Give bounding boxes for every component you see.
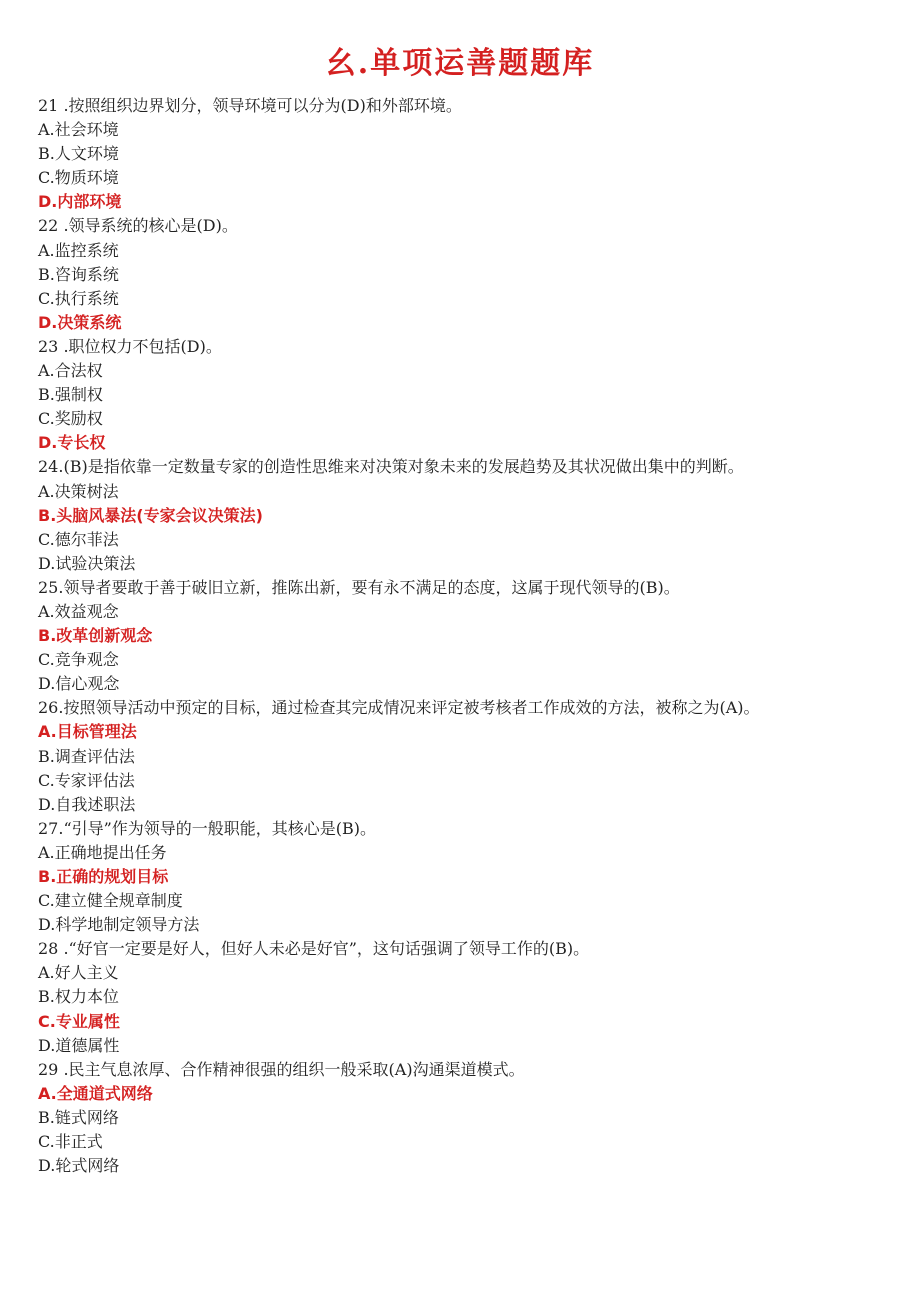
- question-block: [38, 1058, 908, 1178]
- answer-option: C.物质环境: [38, 168, 119, 188]
- answer-option: D.科学地制定领导方法: [38, 915, 200, 935]
- answer-option: B.链式网络: [38, 1107, 119, 1127]
- answer-option: C.执行系统: [38, 288, 119, 308]
- question-stem: 23 .职位权力不包括(D)。: [38, 336, 222, 356]
- page-title: 幺.单项运善题题库: [325, 46, 595, 81]
- question-stem: 24.(B)是指依靠一定数量专家的创造性思维来对决策对象未来的发展趋势及其状况做出集中的判断。: [38, 457, 744, 477]
- answer-option-correct: B.正确的规划目标: [38, 867, 169, 886]
- question-list: [38, 94, 908, 1178]
- answer-option: D.试验决策法: [38, 553, 136, 573]
- answer-option: C.非正式: [38, 1132, 103, 1152]
- question-stem: 27.“引导”作为领导的一般职能，其核心是(B)。: [38, 818, 377, 838]
- question-block: [38, 937, 908, 1057]
- question-stem: 26.按照领导活动中预定的目标，通过检查其完成情况来评定被考核者工作成效的方法，被称之为(A)。: [38, 698, 760, 718]
- answer-option: C.专家评估法: [38, 770, 135, 790]
- answer-option-correct: C.专业属性: [38, 1011, 120, 1031]
- answer-option: A.决策树法: [38, 481, 119, 501]
- answer-option-correct: B.改革创新观念: [38, 626, 153, 646]
- answer-option: C.竞争观念: [38, 650, 119, 670]
- question-stem: 29 .民主气息浓厚、合作精神很强的组织一般采取(A)沟通渠道模式。: [38, 1059, 525, 1079]
- answer-option-correct: B.头脑风暴法(专家会议决策法): [38, 505, 263, 525]
- question-block: [38, 696, 908, 816]
- question-stem: 21 .按照组织边界划分，领导环境可以分为(D)和外部环境。: [38, 96, 462, 115]
- answer-option: D.轮式网络: [38, 1156, 120, 1176]
- answer-option: C.德尔菲法: [38, 529, 119, 549]
- question-block: [38, 817, 908, 937]
- answer-option: C.奖励权: [38, 409, 103, 429]
- answer-option: A.监控系统: [38, 240, 119, 260]
- answer-option: D.自我述职法: [38, 794, 136, 814]
- answer-option-correct: D.决策系统: [38, 312, 122, 332]
- answer-option: C.建立健全规章制度: [38, 891, 183, 911]
- answer-option: A.效益观念: [38, 601, 119, 621]
- answer-option: B.强制权: [38, 385, 103, 405]
- answer-option-correct: A.目标管理法: [38, 722, 137, 742]
- answer-option: B.调查评估法: [38, 746, 135, 766]
- question-stem: 28 .“好官一定要是好人，但好人未必是好官”，这句话强调了领导工作的(B)。: [38, 939, 590, 959]
- answer-option-correct: A.全通道式网络: [38, 1083, 153, 1103]
- answer-option: B.人文环境: [38, 144, 119, 164]
- answer-option: A.正确地提出任务: [38, 842, 167, 862]
- answer-option: A.好人主义: [38, 963, 119, 983]
- question-block: [38, 455, 908, 575]
- answer-option: B.咨询系统: [38, 264, 119, 284]
- answer-option-correct: D.内部环境: [38, 192, 122, 212]
- question-block: [38, 94, 908, 214]
- answer-option: A.社会环境: [38, 120, 119, 140]
- answer-option: D.信心观念: [38, 674, 120, 694]
- answer-option-correct: D.专长权: [38, 433, 106, 453]
- answer-option: D.道德属性: [38, 1035, 120, 1055]
- answer-option: B.权力本位: [38, 987, 119, 1007]
- question-block: [38, 335, 908, 455]
- answer-option: A.合法权: [38, 361, 103, 381]
- question-block: [38, 576, 908, 696]
- question-stem: 25.领导者要敢于善于破旧立新，推陈出新，要有永不满足的态度，这属于现代领导的(B)。: [38, 577, 680, 597]
- question-block: [38, 214, 908, 334]
- question-stem: 22 .领导系统的核心是(D)。: [38, 216, 238, 236]
